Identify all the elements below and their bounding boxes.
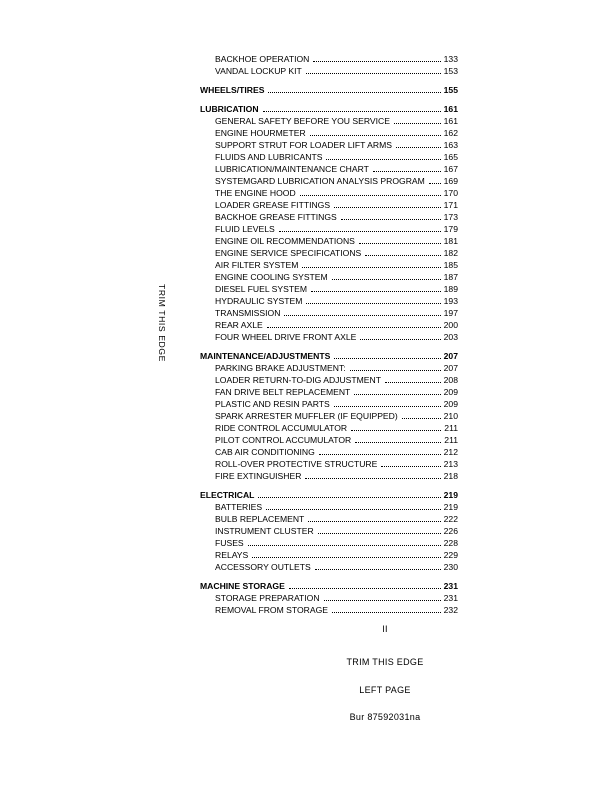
toc-entry bbox=[200, 271, 458, 283]
toc-entry bbox=[200, 295, 458, 307]
toc-entry-label: FLUID LEVELS bbox=[215, 224, 275, 234]
toc-entry-page: 211 bbox=[444, 435, 458, 445]
dot-leader bbox=[385, 382, 441, 383]
toc-entry-page: 153 bbox=[443, 66, 458, 76]
toc-entry bbox=[200, 331, 458, 343]
toc-entry bbox=[200, 65, 458, 77]
toc-entry-label: REMOVAL FROM STORAGE bbox=[215, 605, 329, 615]
toc-entry bbox=[200, 283, 458, 295]
dot-leader bbox=[334, 406, 441, 407]
dot-leader bbox=[354, 394, 440, 395]
toc-entry-page: 207 bbox=[443, 363, 458, 373]
toc-entry bbox=[200, 259, 458, 271]
toc-entry-label: BACKHOE GREASE FITTINGS bbox=[215, 212, 337, 222]
toc-entry bbox=[200, 398, 458, 410]
toc-section-header bbox=[200, 103, 458, 115]
dot-leader bbox=[318, 533, 441, 534]
toc-entry-label: HYDRAULIC SYSTEM bbox=[215, 296, 303, 306]
toc-entry-label: REAR AXLE bbox=[215, 320, 263, 330]
toc-entry-page: 167 bbox=[443, 164, 458, 174]
toc-entry-label: THE ENGINE HOOD bbox=[215, 188, 296, 198]
toc-entry-label: BACKHOE OPERATION bbox=[215, 54, 310, 64]
toc-section-header bbox=[200, 580, 458, 592]
toc-entry-label: FOUR WHEEL DRIVE FRONT AXLE bbox=[215, 332, 357, 342]
toc-entry-page: 193 bbox=[443, 296, 458, 306]
toc-entry bbox=[200, 187, 458, 199]
toc-entry-label: GENERAL SAFETY BEFORE YOU SERVICE bbox=[215, 116, 390, 126]
toc-entry-label: BULB REPLACEMENT bbox=[215, 514, 305, 524]
toc-entry bbox=[200, 163, 458, 175]
toc-entry-label: ENGINE HOURMETER bbox=[215, 128, 306, 138]
toc-entry-label: RIDE CONTROL ACCUMULATOR bbox=[215, 423, 348, 433]
page-number: II bbox=[382, 624, 388, 634]
dot-leader bbox=[429, 183, 441, 184]
toc-entry-page: 179 bbox=[443, 224, 458, 234]
toc-entry-label: SUPPORT STRUT FOR LOADER LIFT ARMS bbox=[215, 140, 393, 150]
toc-section bbox=[200, 53, 458, 77]
toc-entry-page: 163 bbox=[443, 140, 458, 150]
toc-entry bbox=[200, 127, 458, 139]
toc-entry-page: 230 bbox=[443, 562, 458, 572]
toc-entry-page: 185 bbox=[443, 260, 458, 270]
toc-entry bbox=[200, 235, 458, 247]
toc-entry-page: 231 bbox=[443, 593, 458, 603]
toc-entry-page: 189 bbox=[443, 284, 458, 294]
toc-entry-page: 208 bbox=[443, 375, 458, 385]
toc-entry bbox=[200, 151, 458, 163]
dot-leader bbox=[279, 231, 441, 232]
dot-leader bbox=[306, 303, 440, 304]
toc-entry bbox=[200, 386, 458, 398]
toc-entry-page: 187 bbox=[443, 272, 458, 282]
toc-entry-label: SYSTEMGARD LUBRICATION ANALYSIS PROGRAM bbox=[215, 176, 425, 186]
toc-entry-label: CAB AIR CONDITIONING bbox=[215, 447, 315, 457]
dot-leader bbox=[350, 370, 441, 371]
toc-entry-label: RELAYS bbox=[215, 550, 249, 560]
toc-entry bbox=[200, 139, 458, 151]
toc-entry-page: 211 bbox=[444, 423, 458, 433]
toc-entry-label: FIRE EXTINGUISHER bbox=[215, 471, 302, 481]
dot-leader bbox=[268, 92, 440, 93]
toc-entry bbox=[200, 53, 458, 65]
toc-entry-label: TRANSMISSION bbox=[215, 308, 281, 318]
toc-entry-label: LOADER RETURN-TO-DIG ADJUSTMENT bbox=[215, 375, 381, 385]
dot-leader bbox=[341, 219, 441, 220]
toc-entry-page: 228 bbox=[443, 538, 458, 548]
toc-entry bbox=[200, 307, 458, 319]
dot-leader bbox=[359, 243, 441, 244]
toc-entry-page: 218 bbox=[443, 471, 458, 481]
dot-leader bbox=[365, 255, 440, 256]
toc-entry-label: FUSES bbox=[215, 538, 244, 548]
toc-entry-page: 181 bbox=[443, 236, 458, 246]
toc-entry-label: VANDAL LOCKUP KIT bbox=[215, 66, 302, 76]
dot-leader bbox=[334, 358, 440, 359]
toc-entry-page: 219 bbox=[443, 502, 458, 512]
toc-entry-page: 197 bbox=[443, 308, 458, 318]
toc-entry-page: 161 bbox=[443, 104, 458, 114]
toc-section bbox=[200, 103, 458, 343]
toc-section bbox=[200, 350, 458, 482]
dot-leader bbox=[263, 111, 441, 112]
dot-leader bbox=[326, 159, 440, 160]
toc-entry-page: 219 bbox=[443, 490, 458, 500]
dot-leader bbox=[310, 135, 441, 136]
toc-entry-label: PLASTIC AND RESIN PARTS bbox=[215, 399, 330, 409]
dot-leader bbox=[332, 279, 441, 280]
toc-entry bbox=[200, 434, 458, 446]
toc-entry-page: 171 bbox=[443, 200, 458, 210]
toc-entry-page: 200 bbox=[443, 320, 458, 330]
toc-entry bbox=[200, 211, 458, 223]
toc-entry-page: 182 bbox=[443, 248, 458, 258]
toc-entry-label: PILOT CONTROL ACCUMULATOR bbox=[215, 435, 352, 445]
toc-entry-label: ENGINE COOLING SYSTEM bbox=[215, 272, 328, 282]
toc-entry-page: 229 bbox=[443, 550, 458, 560]
toc-entry bbox=[200, 549, 458, 561]
toc-entry bbox=[200, 592, 458, 604]
dot-leader bbox=[305, 478, 440, 479]
footer-code: Bur 87592031na bbox=[349, 712, 421, 722]
dot-leader bbox=[396, 147, 441, 148]
toc-entry-label: LUBRICATION/MAINTENANCE CHART bbox=[215, 164, 369, 174]
toc-entry-label: MAINTENANCE/ADJUSTMENTS bbox=[200, 351, 331, 361]
toc-entry-label: ENGINE SERVICE SPECIFICATIONS bbox=[215, 248, 362, 258]
toc-entry-label: AIR FILTER SYSTEM bbox=[215, 260, 299, 270]
toc-entry-page: 155 bbox=[443, 85, 458, 95]
dot-leader bbox=[402, 418, 441, 419]
toc-entry-page: 170 bbox=[443, 188, 458, 198]
toc-entry bbox=[200, 561, 458, 573]
toc-section bbox=[200, 84, 458, 96]
toc-entry-label: SPARK ARRESTER MUFFLER (IF EQUIPPED) bbox=[215, 411, 398, 421]
dot-leader bbox=[306, 73, 441, 74]
toc-entry-page: 173 bbox=[443, 212, 458, 222]
toc-entry-page: 203 bbox=[443, 332, 458, 342]
dot-leader bbox=[332, 612, 441, 613]
toc-entry-page: 162 bbox=[443, 128, 458, 138]
toc-entry-label: STORAGE PREPARATION bbox=[215, 593, 320, 603]
toc-entry bbox=[200, 513, 458, 525]
toc-entry-label: WHEELS/TIRES bbox=[200, 85, 265, 95]
dot-leader bbox=[258, 497, 440, 498]
toc-entry-page: 209 bbox=[443, 387, 458, 397]
toc-entry bbox=[200, 362, 458, 374]
toc-entry bbox=[200, 537, 458, 549]
toc-entry-page: 209 bbox=[443, 399, 458, 409]
toc-entry bbox=[200, 410, 458, 422]
toc-entry bbox=[200, 374, 458, 386]
toc-entry-page: 222 bbox=[443, 514, 458, 524]
dot-leader bbox=[308, 521, 440, 522]
toc-entry-page: 161 bbox=[443, 116, 458, 126]
toc-entry bbox=[200, 247, 458, 259]
toc-entry-page: 169 bbox=[443, 176, 458, 186]
dot-leader bbox=[266, 509, 441, 510]
toc-entry-page: 213 bbox=[443, 459, 458, 469]
trim-edge-bottom-label: TRIM THIS EDGE bbox=[346, 657, 424, 667]
toc-entry bbox=[200, 604, 458, 616]
toc-section-header bbox=[200, 489, 458, 501]
left-page-label: LEFT PAGE bbox=[359, 685, 411, 695]
toc-entry bbox=[200, 199, 458, 211]
dot-leader bbox=[302, 267, 440, 268]
toc-entry-page: 231 bbox=[443, 581, 458, 591]
dot-leader bbox=[313, 61, 440, 62]
dot-leader bbox=[252, 557, 440, 558]
toc-entry-label: ACCESSORY OUTLETS bbox=[215, 562, 311, 572]
toc-entry-page: 232 bbox=[443, 605, 458, 615]
dot-leader bbox=[311, 291, 441, 292]
toc-entry-label: FLUIDS AND LUBRICANTS bbox=[215, 152, 323, 162]
table-of-contents bbox=[200, 53, 458, 616]
dot-leader bbox=[284, 315, 440, 316]
toc-entry-label: ENGINE OIL RECOMMENDATIONS bbox=[215, 236, 355, 246]
toc-entry-label: FAN DRIVE BELT REPLACEMENT bbox=[215, 387, 351, 397]
toc-entry-label: BATTERIES bbox=[215, 502, 263, 512]
toc-entry-label: LUBRICATION bbox=[200, 104, 259, 114]
dot-leader bbox=[394, 123, 441, 124]
toc-entry bbox=[200, 422, 458, 434]
dot-leader bbox=[315, 569, 441, 570]
toc-entry-label: LOADER GREASE FITTINGS bbox=[215, 200, 331, 210]
toc-entry bbox=[200, 223, 458, 235]
toc-entry bbox=[200, 458, 458, 470]
toc-entry bbox=[200, 319, 458, 331]
toc-entry-label: INSTRUMENT CLUSTER bbox=[215, 526, 314, 536]
toc-entry bbox=[200, 470, 458, 482]
toc-entry-page: 210 bbox=[443, 411, 458, 421]
toc-entry-page: 207 bbox=[443, 351, 458, 361]
toc-entry bbox=[200, 175, 458, 187]
toc-entry bbox=[200, 501, 458, 513]
dot-leader bbox=[324, 600, 441, 601]
toc-entry-label: ELECTRICAL bbox=[200, 490, 255, 500]
toc-section-header bbox=[200, 84, 458, 96]
dot-leader bbox=[355, 442, 441, 443]
toc-entry-page: 165 bbox=[443, 152, 458, 162]
dot-leader bbox=[360, 339, 440, 340]
dot-leader bbox=[319, 454, 441, 455]
dot-leader bbox=[381, 466, 440, 467]
trim-edge-left-label: TRIM THIS EDGE bbox=[157, 284, 167, 362]
toc-entry bbox=[200, 115, 458, 127]
toc-entry-page: 226 bbox=[443, 526, 458, 536]
toc-section bbox=[200, 580, 458, 616]
toc-entry bbox=[200, 525, 458, 537]
dot-leader bbox=[267, 327, 441, 328]
toc-entry-label: ROLL-OVER PROTECTIVE STRUCTURE bbox=[215, 459, 378, 469]
toc-section-header bbox=[200, 350, 458, 362]
toc-entry bbox=[200, 446, 458, 458]
dot-leader bbox=[300, 195, 441, 196]
toc-section bbox=[200, 489, 458, 573]
dot-leader bbox=[289, 588, 441, 589]
dot-leader bbox=[351, 430, 441, 431]
dot-leader bbox=[248, 545, 441, 546]
toc-entry-label: MACHINE STORAGE bbox=[200, 581, 285, 591]
toc-entry-label: DIESEL FUEL SYSTEM bbox=[215, 284, 308, 294]
toc-entry-label: PARKING BRAKE ADJUSTMENT: bbox=[215, 363, 346, 373]
toc-entry-page: 133 bbox=[443, 54, 458, 64]
dot-leader bbox=[373, 171, 441, 172]
toc-entry-page: 212 bbox=[443, 447, 458, 457]
dot-leader bbox=[334, 207, 441, 208]
